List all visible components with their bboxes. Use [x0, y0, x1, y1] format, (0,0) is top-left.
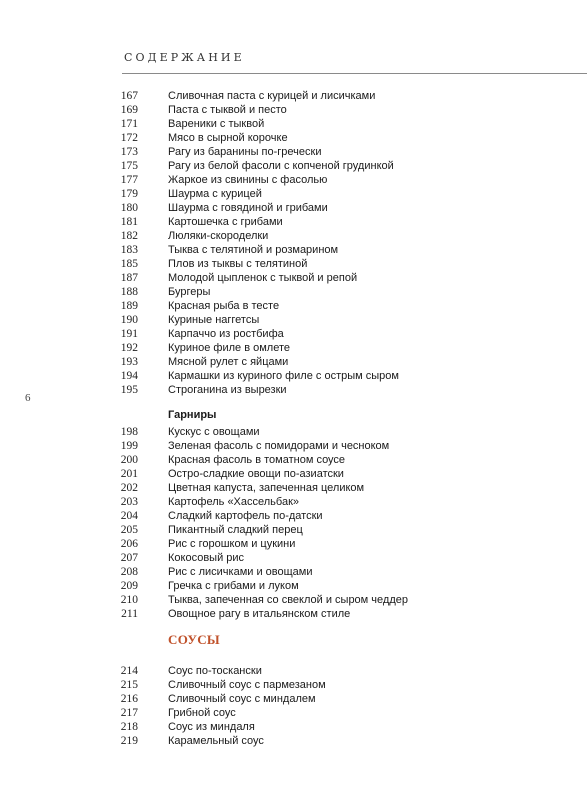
toc-entry [0, 551, 587, 565]
toc-entry-title: Куриные наггетсы [168, 314, 260, 326]
toc-page-number: 202 [120, 482, 138, 494]
toc-entry-title: Тыква, запеченная со свеклой и сыром чеддер [168, 594, 408, 606]
toc-entry [0, 313, 587, 327]
toc-entry [0, 131, 587, 145]
toc-page-number: 181 [120, 216, 138, 228]
toc-page-number: 169 [120, 104, 138, 116]
toc-page-number: 193 [120, 356, 138, 368]
toc-page-number: 208 [120, 566, 138, 578]
toc-entry [0, 145, 587, 159]
toc-entry-title: Рагу из баранины по-гречески [168, 146, 322, 158]
toc-page-number: 182 [120, 230, 138, 242]
toc-page-number: 206 [120, 538, 138, 550]
toc-page-number: 167 [120, 90, 138, 102]
toc-entry [0, 229, 587, 243]
toc-entry-title: Соус из миндаля [168, 721, 255, 733]
toc-entry [0, 692, 587, 706]
toc-entry-title: Рис с горошком и цукини [168, 538, 296, 550]
toc-entry [0, 607, 587, 621]
toc-entry-title: Сливочный соус с пармезаном [168, 679, 326, 691]
toc-page-number: 171 [120, 118, 138, 130]
toc-entry-title: Мясо в сырной корочке [168, 132, 288, 144]
toc-entry-title: Соус по-тоскански [168, 665, 262, 677]
toc-entry-title: Красная рыба в тесте [168, 300, 280, 312]
toc-entry-title: Сладкий картофель по-датски [168, 510, 323, 522]
toc-entry [0, 579, 587, 593]
toc-page-number: 214 [120, 665, 138, 677]
toc-entry [0, 355, 587, 369]
toc-entry [0, 425, 587, 439]
toc-entry [0, 327, 587, 341]
toc-page-number: 177 [120, 174, 138, 186]
toc-entry-title: Шаурма с говядиной и грибами [168, 202, 328, 214]
toc-page-number: 215 [120, 679, 138, 691]
toc-entry-title: Бургеры [168, 286, 211, 298]
toc-entry-title: Картофель «Хассельбак» [168, 496, 300, 508]
toc-page-number: 204 [120, 510, 138, 522]
toc-entry-title: Красная фасоль в томатном соусе [168, 454, 346, 466]
toc-entry-title: Кокосовый рис [168, 552, 245, 564]
toc-page-number: 175 [120, 160, 138, 172]
toc-entry [0, 734, 587, 748]
toc-entry-title: Плов из тыквы с телятиной [168, 258, 308, 270]
toc-page-number: 180 [120, 202, 138, 214]
toc-page-number: 207 [120, 552, 138, 564]
toc-entry [0, 481, 587, 495]
toc-page-number: 179 [120, 188, 138, 200]
toc-entry-title: Кускус с овощами [168, 426, 260, 438]
toc-entry-title: Молодой цыпленок с тыквой и репой [168, 272, 358, 284]
toc-entry-title: Мясной рулет с яйцами [168, 356, 289, 368]
toc-entry [0, 201, 587, 215]
toc-entry [0, 495, 587, 509]
toc-page-number: 210 [120, 594, 138, 606]
toc-entry [0, 159, 587, 173]
toc-entry [0, 103, 587, 117]
toc-page-number: 218 [120, 721, 138, 733]
toc-page-number: 189 [120, 300, 138, 312]
toc-entry [0, 467, 587, 481]
toc-page-number: 190 [120, 314, 138, 326]
toc-entry [0, 271, 587, 285]
toc-entry-title: Карамельный соус [168, 735, 264, 747]
toc-entry-title: Овощное рагу в итальянском стиле [168, 608, 351, 620]
toc-page-number: 209 [120, 580, 138, 592]
toc-entry [0, 341, 587, 355]
toc-entry-title: Цветная капуста, запеченная целиком [168, 482, 365, 494]
toc-entry [0, 523, 587, 537]
toc-entry [0, 706, 587, 720]
toc-entry [0, 664, 587, 678]
toc-entry-title: Тыква с телятиной и розмарином [168, 244, 339, 256]
toc-page-number: 219 [120, 735, 138, 747]
toc-entry [0, 257, 587, 271]
section-heading-garnish: Гарниры [168, 409, 217, 421]
toc-entry-title: Остро-сладкие овощи по-азиатски [168, 468, 344, 480]
toc-page-number: 191 [120, 328, 138, 340]
toc-page-number: 205 [120, 524, 138, 536]
chapter-heading-sauces: СОУСЫ [168, 632, 220, 647]
header-divider [122, 73, 587, 74]
toc-entry [0, 117, 587, 131]
toc-entry [0, 509, 587, 523]
toc-entry [0, 383, 587, 397]
toc-entry [0, 453, 587, 467]
toc-entry [0, 439, 587, 453]
toc-entry-title: Рагу из белой фасоли с копченой грудинкой [168, 160, 394, 172]
toc-page-number: 217 [120, 707, 138, 719]
toc-page-number: 187 [120, 272, 138, 284]
toc-entry-title: Рис с лисичками и овощами [168, 566, 313, 578]
page-title: СОДЕРЖАНИЕ [124, 51, 245, 64]
toc-page-number: 185 [120, 258, 138, 270]
toc-entry [0, 215, 587, 229]
toc-page-number: 194 [120, 370, 138, 382]
toc-entry-title: Паста с тыквой и песто [168, 104, 287, 116]
toc-page-number: 199 [120, 440, 138, 452]
toc-entry-title: Вареники с тыквой [168, 118, 265, 130]
toc-entry-title: Шаурма с курицей [168, 188, 262, 200]
toc-page-number: 195 [120, 384, 138, 396]
toc-entry-title: Жаркое из свинины с фасолью [168, 174, 328, 186]
toc-page-number: 188 [120, 286, 138, 298]
toc-page-number: 172 [120, 132, 138, 144]
toc-entry [0, 369, 587, 383]
toc-entry-title: Кармашки из куриного филе с острым сыром [168, 370, 399, 382]
toc-page-number: 201 [120, 468, 138, 480]
toc-page-number: 203 [120, 496, 138, 508]
toc-entry [0, 243, 587, 257]
toc-entry-title: Зеленая фасоль с помидорами и чесноком [168, 440, 390, 452]
toc-page-number: 192 [120, 342, 138, 354]
toc-entry [0, 285, 587, 299]
toc-entry [0, 720, 587, 734]
toc-page-number: 198 [120, 426, 138, 438]
toc-entry-title: Пикантный сладкий перец [168, 524, 303, 536]
toc-page-number: 173 [120, 146, 138, 158]
toc-entry [0, 187, 587, 201]
toc-entry-title: Сливочная паста с курицей и лисичками [168, 90, 376, 102]
toc-page-number: 211 [121, 608, 138, 620]
toc-entry [0, 593, 587, 607]
toc-entry-title: Строганина из вырезки [168, 384, 287, 396]
toc-entry-title: Сливочный соус с миндалем [168, 693, 316, 705]
toc-entry [0, 678, 587, 692]
toc-page-number: 216 [120, 693, 138, 705]
toc-page-number: 183 [120, 244, 138, 256]
toc-entry [0, 173, 587, 187]
toc-entry-title: Гречка с грибами и луком [168, 580, 299, 592]
toc-page-number: 200 [120, 454, 138, 466]
toc-entry [0, 537, 587, 551]
toc-entry-title: Грибной соус [168, 707, 236, 719]
toc-entry-title: Картошечка с грибами [168, 216, 283, 228]
toc-entry [0, 89, 587, 103]
toc-entry-title: Карпаччо из ростбифа [168, 328, 284, 340]
toc-entry [0, 565, 587, 579]
toc-entry-title: Люляки-скороделки [168, 230, 269, 242]
toc-entry [0, 299, 587, 313]
toc-entry-title: Куриное филе в омлете [168, 342, 290, 354]
page-number: 6 [25, 392, 31, 404]
